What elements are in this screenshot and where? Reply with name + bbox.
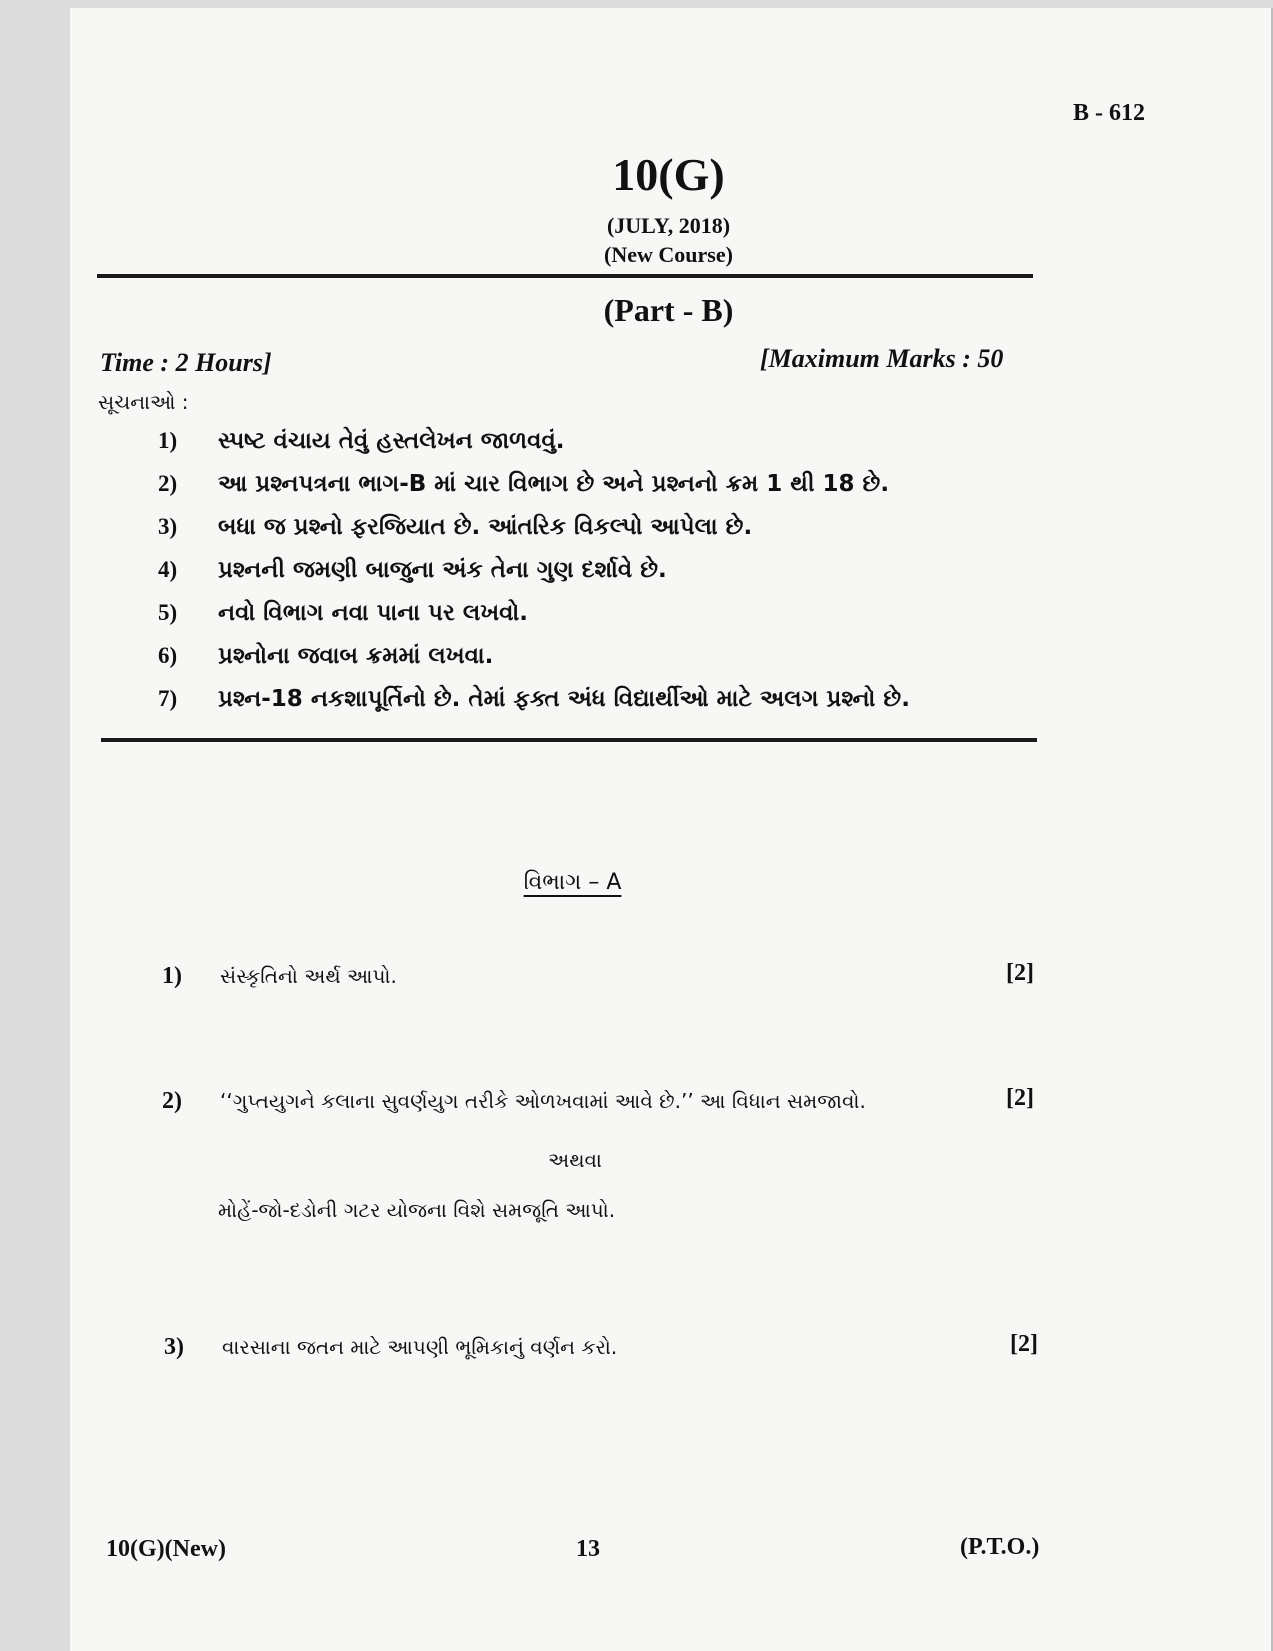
- instruction-item: [158, 600, 528, 626]
- section-title-text: વિભાગ – A: [523, 870, 622, 895]
- question-item: [162, 963, 397, 990]
- footer-course-code: 10(G)(New): [106, 1536, 226, 1562]
- exam-course: (New Course): [604, 242, 733, 267]
- question-text: વારસાના જતન માટે આપણી ભૂમિકાનું વર્ણન કરો.: [222, 1335, 618, 1359]
- instruction-text: પ્રશ્ન-18 નકશાપૂર્તિનો છે. તેમાં ફક્ત અંધ વિદ્યાર્થીઓ માટે અલગ પ્રશ્નો છે.: [218, 686, 910, 712]
- instruction-number: 6): [158, 643, 178, 668]
- or-label: અથવા: [548, 1148, 602, 1172]
- question-number: 2): [162, 1088, 182, 1114]
- instruction-number: 4): [158, 557, 178, 582]
- instruction-text: પ્રશ્નની જમણી બાજુના અંક તેના ગુણ દર્શાવે છે.: [218, 557, 667, 583]
- exam-title: 10(G): [612, 149, 725, 200]
- question-marks: [2]: [1010, 1331, 1038, 1357]
- header-divider: [97, 274, 1033, 278]
- page-number: 13: [576, 1536, 600, 1562]
- instruction-text: નવો વિભાગ નવા પાના પર લખવો.: [218, 600, 528, 626]
- instructions-heading: સૂચનાઓ :: [98, 390, 189, 414]
- instruction-item: [158, 471, 889, 497]
- time-label: Time : 2 Hours]: [100, 348, 272, 377]
- instructions-divider: [101, 738, 1037, 742]
- section-title: [0, 870, 1145, 895]
- question-number: 1): [162, 963, 182, 989]
- instruction-item: [158, 514, 752, 540]
- instruction-number: 3): [158, 514, 178, 539]
- instruction-text: પ્રશ્નોના જવાબ ક્રમમાં લખવા.: [218, 643, 494, 669]
- instruction-item: [158, 686, 910, 712]
- question-text: સંસ્કૃતિનો અર્થ આપો.: [220, 964, 397, 988]
- alternative-question-text: મોહેં-જો-દડોની ગટર યોજના વિશે સમજૂતિ આપો.: [218, 1198, 616, 1222]
- question-text: ‘‘ગુપ્તયુગને કલાના સુવર્ણયુગ તરીકે ઓળખવામાં આવે છે.’’ આ વિધાન સમજાવો.: [220, 1089, 866, 1113]
- instruction-item: [158, 428, 565, 454]
- max-marks-label: [Maximum Marks : 50: [760, 344, 1004, 373]
- question-item: [164, 1334, 617, 1361]
- instruction-number: 5): [158, 600, 178, 625]
- question-number: 3): [164, 1334, 184, 1360]
- part-heading: (Part - B): [603, 292, 734, 328]
- pto-label: (P.T.O.): [960, 1534, 1040, 1560]
- instruction-number: 7): [158, 686, 178, 711]
- instruction-number: 2): [158, 471, 178, 496]
- instruction-text: સ્પષ્ટ વંચાય તેવું હસ્તલેખન જાળવવું.: [218, 428, 565, 454]
- instruction-text: બધા જ પ્રશ્નો ફરજિયાત છે. આંતરિક વિકલ્પો આપેલા છે.: [218, 514, 753, 540]
- instruction-item: [158, 557, 667, 583]
- question-marks: [2]: [1006, 1085, 1034, 1111]
- instruction-text: આ પ્રશ્નપત્રના ભાગ-B માં ચાર વિભાગ છે અને પ્રશ્નનો ક્રમ 1 થી 18 છે.: [218, 471, 890, 497]
- question-item: [162, 1088, 866, 1115]
- exam-date: (JULY, 2018): [606, 213, 731, 238]
- exam-page: [70, 8, 1273, 1651]
- instruction-number: 1): [158, 428, 178, 453]
- instruction-item: [158, 643, 493, 669]
- question-marks: [2]: [1006, 960, 1034, 986]
- paper-code: B - 612: [1073, 100, 1145, 126]
